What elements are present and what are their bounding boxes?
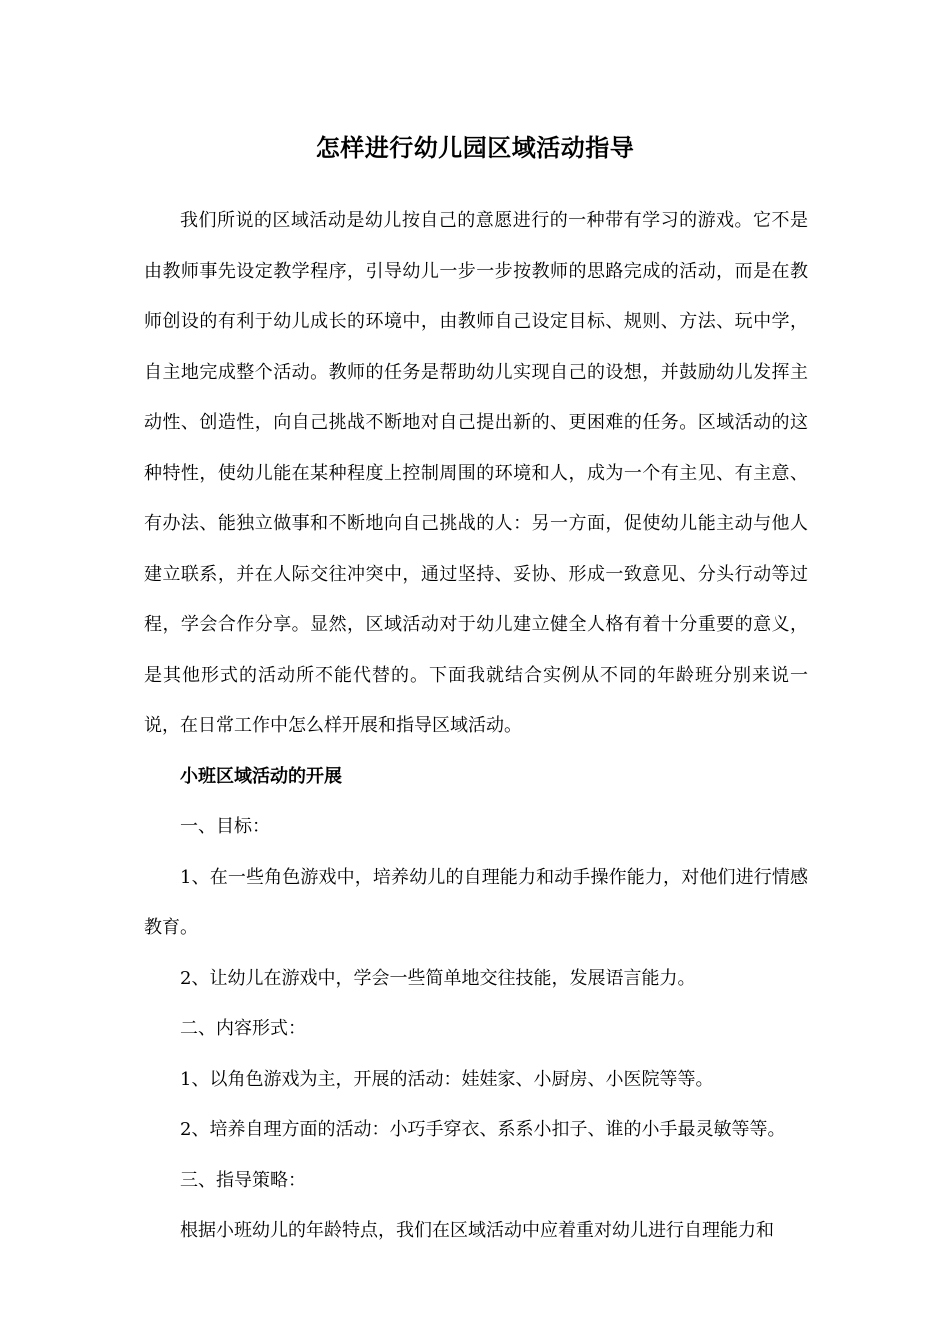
paragraph-goal-1: 1、在一些角色游戏中，培养幼儿的自理能力和动手操作能力，对他们进行情感教育。 [144,866,808,938]
subheading-goals: 一、目标： [180,816,270,837]
paragraph-intro: 我们所说的区域活动是幼儿按自己的意愿进行的一种带有学习的游戏。它不是由教师事先设定教学程序，引导幼儿一步一步按教师的思路完成的活动，而是在教师创设的有利于幼儿成长的环境中，由教师自己设定目标、规则、方法、玩中学，自主地完成整个活动。教师的任务是帮助幼儿实现自己的设想，并鼓励幼儿发挥主动性、创造性，向自己挑战不断地对自己提出新的、更困难的任务。区域活动的这种特性，使幼儿能在某种程度上控制周围的环境和人，成为一个有主见、有主意、有办法、能独立做事和不断地向自己挑战的人：另一方面，促使幼儿能主动与他人建立联系，并在人际交往冲突中，通过坚持、妥协、形成一致意见、分头行动等过程，学会合作分享。显然，区域活动对于幼儿建立健全人格有着十分重要的意义，是其他形式的活动所不能代替的。下面我就结合实例从不同的年龄班分别来说一说，在日常工作中怎么样开展和指导区域活动。 [144,210,808,736]
document-title: 怎样进行幼儿园区域活动指导 [315,133,635,162]
subheading-guidance-strategy: 三、指导策略： [180,1169,306,1191]
paragraph-strategy: 根据小班幼儿的年龄特点，我们在区域活动中应着重对幼儿进行自理能力和 [180,1220,774,1241]
subheading-content-form: 二、内容形式： [180,1018,306,1039]
paragraph-content-1: 1、以角色游戏为主，开展的活动：娃娃家、小厨房、小医院等等。 [180,1068,714,1090]
section-heading-small-class: 小班区域活动的开展 [180,765,342,787]
document-body [144,196,808,1257]
paragraph-goal-2: 2、让幼儿在游戏中，学会一些简单地交往技能，发展语言能力。 [180,967,696,989]
paragraph-content-2: 2、培养自理方面的活动：小巧手穿衣、系系小扣子、谁的小手最灵敏等等。 [180,1119,786,1140]
